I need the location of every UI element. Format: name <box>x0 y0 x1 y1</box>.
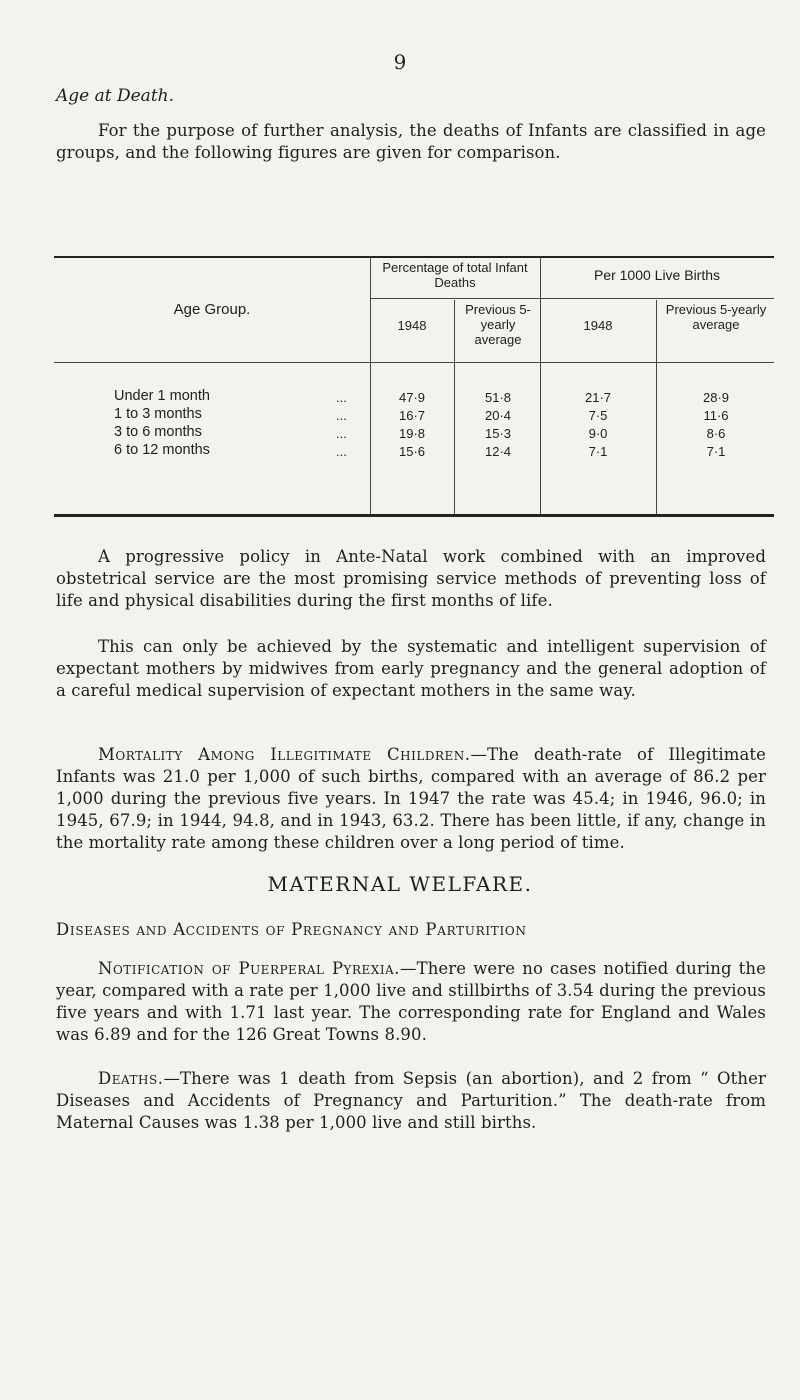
diseases-heading: Diseases and Accidents of Pregnancy and Parturition <box>56 920 527 939</box>
deaths-text: —There was 1 death from Sepsis (an abortion), and 2 from “ Other Diseases and Accidents of Pregnancy and Parturition.” The death-rate from Maternal Causes was 1.38 per 1,000 live and still births. <box>56 1069 766 1132</box>
table-rule-header <box>54 362 774 363</box>
row-pct-prev: 15·3 <box>484 426 512 441</box>
table-divider <box>540 256 541 514</box>
row-per-1948: 7·1 <box>588 444 608 459</box>
row-pct-1948: 47·9 <box>398 390 426 405</box>
intro-text: For the purpose of further analysis, the deaths of Infants are classified in age groups, and the following figures are given for comparison. <box>56 121 766 162</box>
row-per-1948: 7·5 <box>588 408 608 423</box>
table-divider <box>454 300 455 514</box>
row-pct-1948: 19·8 <box>398 426 426 441</box>
illegitimate-text: —The death-rate of Illegitimate Infants was 21.0 per 1,000 of such births, compared with an average of 86.2 per 1,000 during the previous five years. In 1947 the rate was 45.4; in 1946, 96.0; in 1945, 67.9; in 1944, 94.8, and in 1943, 63.2. There has been little, if any, change in the mortality rate among these children over a long period of time. <box>56 745 766 852</box>
supervision-paragraph <box>56 636 766 702</box>
row-per-prev: 8·6 <box>706 426 726 441</box>
table-rule-bottom <box>54 514 774 517</box>
deaths-paragraph <box>56 1068 766 1134</box>
row-dots: ... <box>336 390 347 405</box>
table-divider <box>370 256 371 514</box>
pct-1948-header: 1948 <box>397 318 427 333</box>
row-pct-1948: 15·6 <box>398 444 426 459</box>
row-pct-prev: 51·8 <box>484 390 512 405</box>
table-rule-sub2 <box>540 298 774 299</box>
notification-heading: Notification of Puerperal Pyrexia. <box>98 959 400 978</box>
notification-paragraph <box>56 958 766 1046</box>
supervision-text: This can only be achieved by the systematic and intelligent supervision of expectant mothers by midwives from early pregnancy and the general adoption of a careful medical supervision of expectant mothers in the same way. <box>56 637 766 700</box>
row-dots: ... <box>336 426 347 441</box>
antenatal-paragraph <box>56 546 766 612</box>
deaths-heading: Deaths. <box>98 1069 164 1088</box>
percentage-header: Percentage of total Infant Deaths <box>382 260 528 290</box>
pct-previous-header: Previous 5-yearly average <box>465 302 531 347</box>
row-per-1948: 9·0 <box>588 426 608 441</box>
section-title: Age at Death. <box>56 86 175 106</box>
per-1948-header: 1948 <box>583 318 613 333</box>
row-pct-prev: 20·4 <box>484 408 512 423</box>
row-age: Under 1 month <box>114 388 210 404</box>
row-age: 1 to 3 months <box>114 406 202 422</box>
row-per-1948: 21·7 <box>584 390 612 405</box>
row-age: 3 to 6 months <box>114 424 202 440</box>
row-pct-prev: 12·4 <box>484 444 512 459</box>
age-group-header: Age Group. <box>173 301 251 318</box>
illegitimate-heading: Mortality Among Illegitimate Children. <box>98 745 471 764</box>
row-per-prev: 11·6 <box>703 408 729 423</box>
per-1000-header: Per 1000 Live Births <box>593 267 721 283</box>
intro-paragraph <box>56 120 766 164</box>
row-per-prev: 28·9 <box>702 390 730 405</box>
page-number: 9 <box>393 50 407 74</box>
per-previous-header: Previous 5-yearly average <box>665 302 767 332</box>
table-rule-top <box>54 256 774 258</box>
infant-deaths-table <box>54 256 774 518</box>
row-dots: ... <box>336 444 347 459</box>
table-divider <box>656 300 657 514</box>
row-pct-1948: 16·7 <box>398 408 426 423</box>
row-age: 6 to 12 months <box>114 442 210 458</box>
row-per-prev: 7·1 <box>706 444 726 459</box>
notification-text: —There were no cases notified during the year, compared with a rate per 1,000 live and stillbirths of 3.54 during the previous five years and with 1.71 last year. The corresponding rate for England and Wales was 6.89 and for the 126 Great Towns 8.90. <box>56 959 766 1044</box>
illegitimate-paragraph <box>56 744 766 854</box>
table-rule-sub1 <box>370 298 540 299</box>
row-dots: ... <box>336 408 347 423</box>
antenatal-text: A progressive policy in Ante-Natal work combined with an improved obstetrical service are the most promising service methods of preventing loss of life and physical disabilities during the first months of life. <box>56 547 766 610</box>
maternal-welfare-heading: MATERNAL WELFARE. <box>267 872 533 896</box>
